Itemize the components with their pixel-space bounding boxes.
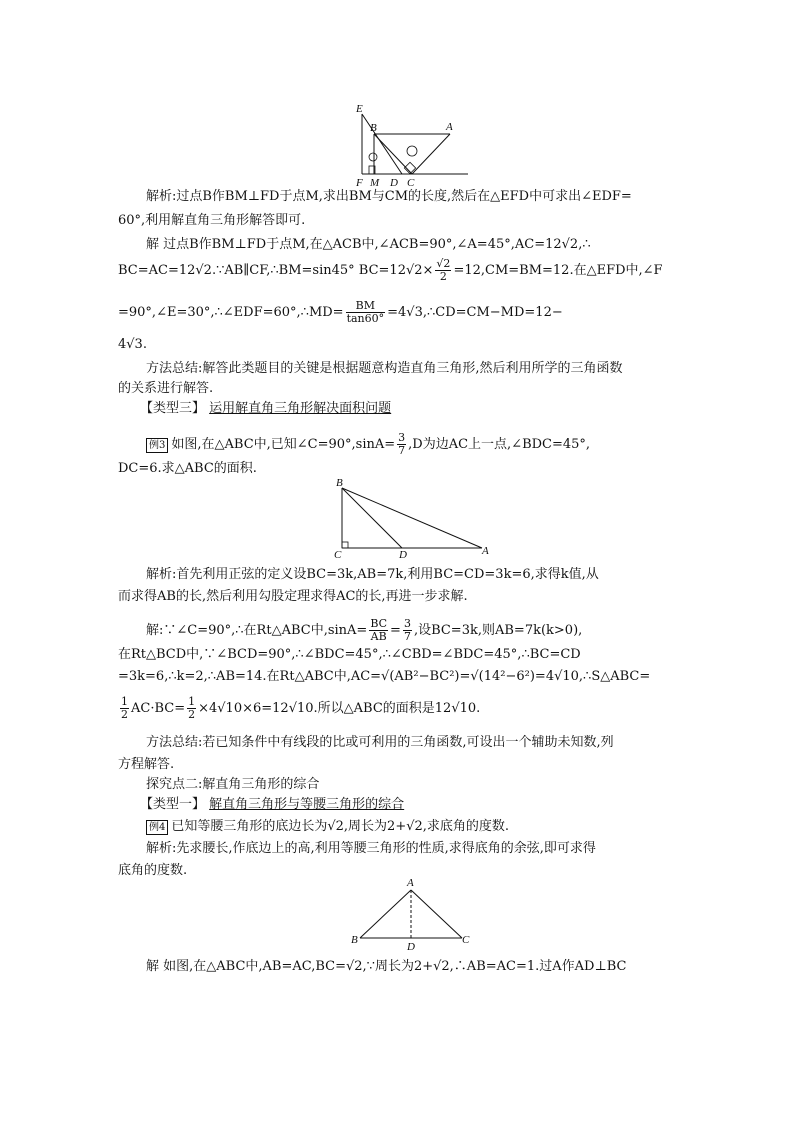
ex4-text: 已知等腰三角形的底边长为√2,周长为2+√2,求底角的度数. [171,819,510,834]
fig3-label-c: C [462,934,470,946]
ex4-analysis-line1: 解析:先求腰长,作底边上的高,利用等腰三角形的性质,求得底角的余弦,即可求得 [146,841,596,856]
p3-solution-line2: 在Rt△BCD中,∵∠BCD=90°,∴∠BDC=45°,∴∠CBD=∠BDC=45°,∴BC=CD [118,647,581,662]
fig2-label-c: C [334,549,342,560]
p1-solution-line4: 4√3. [118,337,147,352]
ex4-analysis-line2: 底角的度数. [118,863,188,878]
p3-solution-line1 [146,618,582,643]
type1-heading [140,796,404,814]
ex3-line1a: 如图,在△ABC中,已知∠C=90°,sinA= [171,437,396,452]
type3-bracket: 【类型三】 [140,401,206,416]
fig2-label-d: D [399,549,407,560]
p1-summary-line1: 方法总结:解答此类题目的关键是根据题意构造直角三角形,然后利用所学的三角函数 [146,361,623,376]
p3-sol-4c: ×4√10×6=12√10.所以△ABC的面积是12√10. [198,701,481,716]
section-2-heading: 探究点二:解直角三角形的综合 [146,777,320,792]
example-tag: 例3 [146,438,168,453]
example-tag-4: 例4 [146,820,168,835]
fig1-label-m: M [370,177,380,189]
p3-analysis-line2: 而求得AB的长,然后利用勾股定理求得AC的长,再进一步求解. [118,589,468,604]
fig3-label-d: D [407,941,415,953]
fig1-label-e: E [356,103,363,115]
fraction-one-half-a: $\frac{1}{2}$ [121,695,128,721]
fig1-label-c: C [407,177,415,189]
p1-analysis-line2: 60°,利用解直角三角形解答即可. [118,213,306,228]
p1-analysis-line1: 解析:过点B作BM⊥FD于点M,求出BM与CM的长度,然后在△EFD中可求出∠EDF= [146,189,632,204]
fraction-sqrt2-over-2: $\frac{√2}{2}$ [436,257,451,283]
p3-summary-line2: 方程解答. [118,757,175,772]
ex3-line1b: ,D为边AC上一点,∠BDC=45°, [408,437,591,452]
fig1-label-d: D [390,177,398,189]
type1-title: 解直角三角形与等腰三角形的综合 [209,797,405,812]
p1-sol-2a: BC=AC=12√2.∵AB∥CF,∴BM=sin45° BC=12√2× [118,263,434,278]
figure-1-diagram [350,102,470,192]
p1-sol-2b: =12,CM=BM=12.在△EFD中,∠F [453,263,663,278]
fig1-label-f: F [356,177,363,189]
fig1-label-b: B [370,122,377,134]
fraction-one-half-b: $\frac{1}{2}$ [188,695,196,721]
fraction-bc-over-ab: $\frac{BC}{AB}$ [370,617,388,643]
ex4-solution-line: 解 如图,在△ABC中,AB=AC,BC=√2,∵周长为2+√2,∴AB=AC=1.过A作AD⊥BC [146,959,627,974]
fig3-label-b: B [351,934,358,946]
p3-solution-line3: =3k=6,∴k=2,∴AB=14.在Rt△ABC中,AC=√(AB²−BC²)=√(14²−6²)=4√10,∴S△ABC= [118,669,651,684]
fraction-3-over-7-b: $\frac{3}{7}$ [403,617,411,643]
type3-title: 运用解直角三角形解决面积问题 [209,401,392,416]
p3-solution-line4 [118,696,480,721]
fraction-3-over-7: $\frac{3}{7}$ [398,431,406,457]
p3-summary-line1: 方法总结:若已知条件中有线段的比或可利用的三角函数,可设出一个辅助未知数,列 [146,735,614,750]
p3-sol-4b: AC·BC= [131,701,186,716]
p1-sol-3b: =4√3,∴CD=CM−MD=12− [387,305,563,320]
type3-heading [140,400,391,418]
figure-2-diagram [330,478,495,560]
figure-3-diagram [348,876,473,956]
fig2-label-a: A [482,545,489,557]
example4-line [146,818,509,836]
p3-sol-1b: = [390,623,401,638]
p1-sol-3a: =90°,∠E=30°,∴∠EDF=60°,∴MD= [118,305,344,320]
p3-sol-1c: ,设BC=3k,则AB=7k(k>0), [413,623,583,638]
example3-line1 [146,432,590,457]
p3-analysis-line1: 解析:首先利用正弦的定义设BC=3k,AB=7k,利用BC=CD=3k=6,求得k值,从 [146,567,599,582]
fig1-label-a: A [446,121,453,133]
p1-solution-line3 [118,300,563,325]
p3-sol-1a: 解:∵∠C=90°,∴在Rt△ABC中,sinA= [146,623,368,638]
example3-line2: DC=6.求△ABC的面积. [118,461,257,476]
type1-bracket: 【类型一】 [140,797,206,812]
p1-summary-line2: 的关系进行解答. [118,381,214,396]
fig2-label-b: B [336,478,343,489]
fraction-bm-over-tan60: $\frac{BM}{\tan 60^\circ}$ [346,299,385,325]
fig3-label-a: A [407,877,414,889]
p1-solution-line2 [118,258,663,283]
p1-solution-line1: 解 过点B作BM⊥FD于点M,在△ACB中,∠ACB=90°,∠A=45°,AC=12√2,∴ [146,237,591,252]
